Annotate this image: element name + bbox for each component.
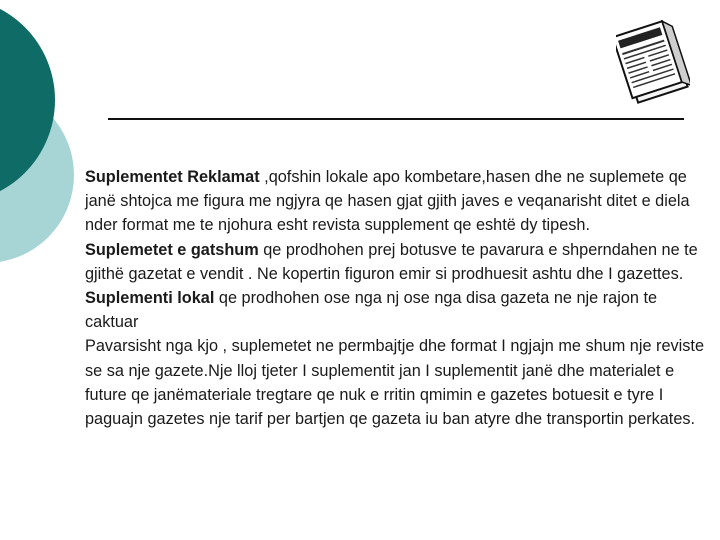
paragraph-pavarsisht <box>85 334 705 431</box>
paragraph-reklamat <box>85 165 705 238</box>
paragraph-text: qe prodhohen prej botusve te pavarura e shperndahen ne te gjithë gazetat e vendit . Ne kopertin figuron emir si prodhuesit ashtu dhe I gazettes. <box>85 240 698 283</box>
horizontal-rule <box>108 118 684 120</box>
paragraph-text: qe prodhohen ose nga nj ose nga disa gazeta ne nje rajon te caktuar <box>85 289 658 332</box>
newspaper-icon <box>616 12 690 110</box>
slide-body <box>85 165 705 431</box>
paragraph-title: Suplementi lokal <box>85 289 215 308</box>
paragraph-title: Suplementet Reklamat <box>85 168 260 186</box>
paragraph-lokal <box>85 286 705 334</box>
paragraph-text: Pavarsisht nga kjo , suplemetet ne permbajtje dhe format I ngjajn me shum nje reviste se sa nje gazete.Nje lloj tjeter I suplementit jan I suplementit janë dhe materialet e future qe janëmateriale tregtare qe nuk e rritin qmimin e gazetes botuesit e tyre I paguajn gazetes nje tarif per bartjen qe gazeta iu ban atyre dhe transportin perkates. <box>85 337 704 429</box>
paragraph-title: Suplemetet e gatshum <box>85 240 259 259</box>
teal-circle-decoration <box>0 0 80 300</box>
paragraph-text: ,qofshin lokale apo kombetare,hasen dhe ne suplemete qe janë shtojca me figura me ngjyra qe hasen gjat gjith javes e veqanarisht ditet e diela nder format me te njohura esht revista supplement qe eshtë dy tipesh. <box>85 168 690 235</box>
paragraph-gatshum <box>85 238 705 286</box>
